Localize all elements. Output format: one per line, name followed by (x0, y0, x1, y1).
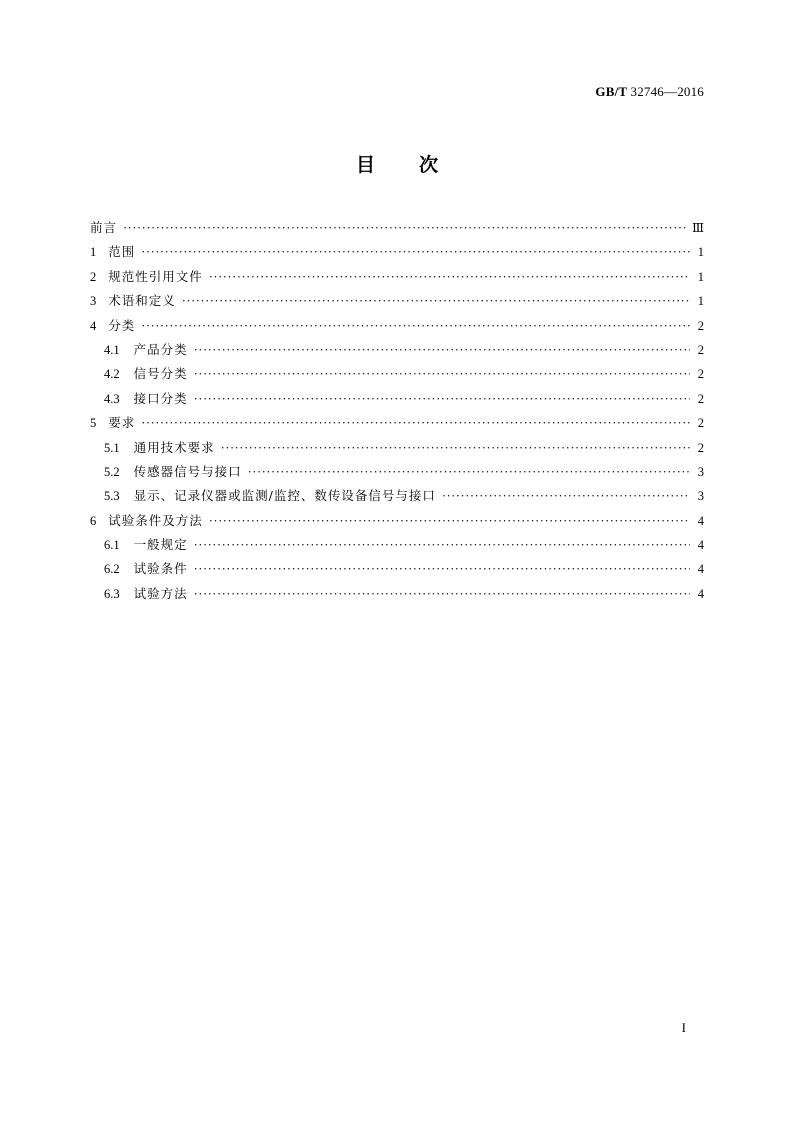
toc-entry-page: 2 (697, 440, 704, 455)
toc-entry-page: 4 (697, 562, 704, 577)
toc-entry-number: 5 (90, 416, 97, 431)
toc-entry-number: 5.2 (104, 464, 120, 479)
table-of-contents (90, 218, 704, 608)
toc-entry-number: 6 (90, 513, 97, 528)
toc-entry[interactable] (90, 535, 704, 559)
toc-entry-number: 1 (90, 245, 97, 260)
toc-dot-leader (221, 441, 690, 456)
toc-entry-number: 6.3 (104, 586, 120, 601)
toc-entry-number: 6.2 (104, 562, 120, 577)
toc-entry-label: 前言 (90, 220, 118, 235)
toc-entry[interactable] (90, 267, 704, 291)
toc-entry[interactable] (90, 340, 704, 364)
toc-entry-page: 4 (697, 586, 704, 601)
standard-code: 32746—2016 (630, 84, 704, 99)
toc-entry-label: 接口分类 (133, 390, 188, 406)
toc-entry-label: 通用技术要求 (133, 439, 215, 455)
toc-entry[interactable] (90, 316, 704, 340)
toc-entry-page: 2 (697, 342, 704, 357)
standard-number (595, 84, 704, 100)
toc-dot-leader (194, 343, 690, 358)
toc-dot-leader (194, 562, 690, 577)
page-title: 目次 (355, 154, 482, 176)
toc-entry-label: 产品分类 (133, 341, 188, 357)
toc-entry-page: 2 (697, 367, 704, 382)
toc-entry[interactable] (90, 559, 704, 583)
toc-entry-page: 2 (697, 416, 704, 431)
toc-entry-number: 5.1 (104, 440, 120, 455)
toc-entry-number: 4.3 (104, 391, 120, 406)
toc-entry[interactable] (90, 291, 704, 315)
toc-dot-leader (182, 294, 690, 309)
toc-entry[interactable] (90, 413, 704, 437)
toc-entry-label: 试验方法 (133, 585, 188, 601)
toc-entry-page: 4 (697, 538, 704, 553)
toc-entry[interactable] (90, 218, 704, 242)
toc-entry-page: 1 (697, 294, 704, 309)
toc-entry[interactable] (90, 389, 704, 413)
toc-entry-page: 4 (697, 513, 704, 528)
toc-entry-label: 信号分类 (133, 366, 188, 382)
toc-entry[interactable] (90, 462, 704, 486)
toc-entry-number: 4.1 (104, 342, 120, 357)
toc-dot-leader (141, 319, 690, 334)
toc-entry-label: 分类 (108, 317, 136, 333)
toc-entry-label: 范围 (108, 244, 136, 260)
toc-entry-number: 6.1 (104, 538, 120, 553)
toc-dot-leader (194, 538, 690, 553)
toc-entry-page: 1 (697, 245, 704, 260)
toc-entry[interactable] (90, 438, 704, 462)
toc-dot-leader (248, 465, 690, 480)
toc-entry-number: 5.3 (104, 489, 120, 504)
toc-entry[interactable] (90, 486, 704, 510)
toc-dot-leader (141, 416, 690, 431)
toc-dot-leader (209, 270, 690, 285)
toc-entry-page: 2 (697, 391, 704, 406)
toc-entry-label: 显示、记录仪器或监测/监控、数传设备信号与接口 (133, 488, 436, 504)
toc-dot-leader (123, 221, 686, 236)
toc-dot-leader (209, 514, 690, 529)
toc-entry-page: 1 (697, 269, 704, 284)
toc-dot-leader (141, 245, 690, 260)
toc-entry-number: 2 (90, 269, 97, 284)
page-number: I (681, 1020, 686, 1035)
toc-entry-label: 一般规定 (133, 537, 188, 553)
toc-dot-leader (194, 392, 690, 407)
toc-entry-number: 3 (90, 294, 97, 309)
toc-entry-number: 4 (90, 318, 97, 333)
toc-entry-page: 2 (697, 318, 704, 333)
toc-entry[interactable] (90, 584, 704, 608)
toc-entry[interactable] (90, 364, 704, 388)
toc-entry-number: 4.2 (104, 367, 120, 382)
toc-dot-leader (194, 587, 690, 602)
toc-entry-page: 3 (697, 489, 704, 504)
toc-entry-label: 试验条件及方法 (108, 512, 203, 528)
toc-entry-page: 3 (697, 464, 704, 479)
toc-entry-label: 传感器信号与接口 (133, 463, 242, 479)
toc-dot-leader (194, 367, 690, 382)
toc-entry[interactable] (90, 242, 704, 266)
toc-entry-label: 要求 (108, 415, 136, 431)
toc-dot-leader (442, 489, 690, 504)
toc-entry[interactable] (90, 511, 704, 535)
toc-entry-page: Ⅲ (691, 221, 704, 235)
toc-entry-label: 试验条件 (133, 561, 188, 577)
standard-prefix: GB/T (595, 84, 628, 99)
toc-entry-label: 规范性引用文件 (108, 268, 203, 284)
toc-entry-label: 术语和定义 (108, 293, 176, 309)
